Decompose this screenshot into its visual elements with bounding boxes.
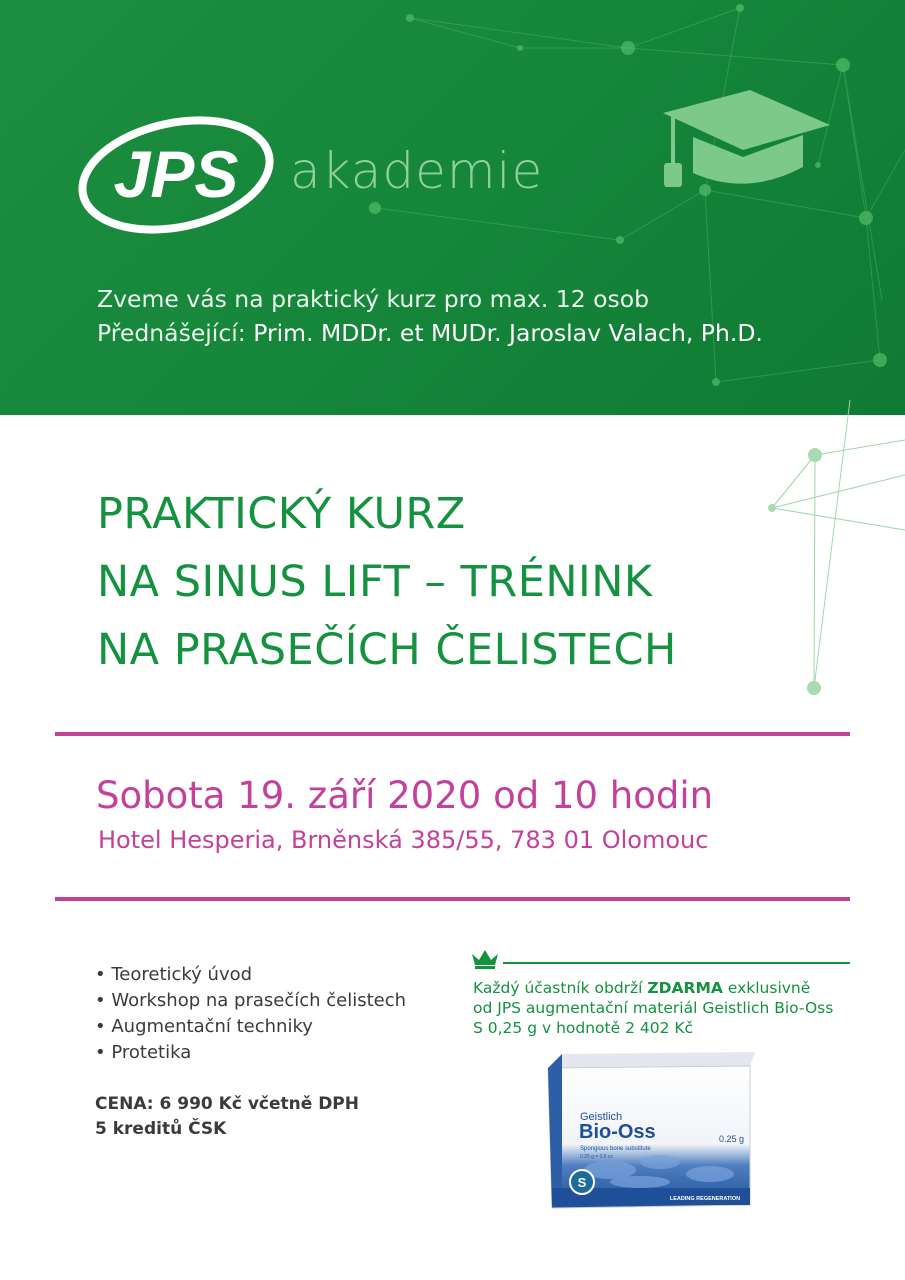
intro-line: Zveme vás na praktický kurz pro max. 12 osob [97,285,650,313]
graduation-cap-icon [655,85,835,195]
product-size-detail: 0.25 g = 0.5 cc [580,1154,613,1160]
product-subtitle: Spongious bone substitute [580,1146,651,1152]
lecturer-line [97,316,897,350]
price-info [95,1092,359,1142]
credits-line: 5 kreditů ČSK [95,1119,227,1139]
lecturer-label: Přednášející: [97,319,246,347]
header-banner [0,0,905,415]
lecturer-name: Prim. MDDr. et MUDr. Jaroslav Valach, Ph.D. [253,319,763,347]
promo-divider [503,962,850,964]
jps-logo [76,115,276,235]
product-maker: Geistlich [580,1111,623,1123]
event-venue: Hotel Hesperia, Brněnská 385/55, 783 01 Olomouc [98,826,709,854]
list-item: • Teoretický úvod [95,962,406,988]
promo-line-2: od JPS augmentační materiál Geistlich Bio-Oss [473,999,834,1017]
list-item: • Workshop na prasečích čelistech [95,988,406,1014]
price-line: CENA: 6 990 Kč včetně DPH [95,1094,359,1114]
topics-list [95,962,406,1066]
title-line-2: NA SINUS LIFT – TRÉNINK [97,557,653,607]
product-tagline: LEADING REGENERATION [669,1196,741,1202]
divider-top [55,732,850,736]
jps-logo-text: JPS [113,137,239,211]
list-item: • Protetika [95,1040,406,1066]
product-badge: S [577,1175,587,1190]
list-item: • Augmentační techniky [95,1014,406,1040]
brand-name: akademie [290,142,544,200]
promo-part-1: Každý účastník obdrží [473,979,643,997]
promo-part-2: exklusivně [727,979,811,997]
event-date: Sobota 19. září 2020 od 10 hodin [96,774,714,817]
title-line-3: NA PRASEČÍCH ČELISTECH [97,625,677,675]
promo-text [473,978,853,1038]
product-size: 0.25 g [718,1134,744,1144]
crown-icon [470,948,500,970]
promo-line-1 [473,978,853,998]
course-title [97,480,797,684]
product-box-image [540,1050,760,1210]
divider-bottom [55,897,850,901]
promo-line-3: S 0,25 g v hodnotě 2 402 Kč [473,1019,694,1037]
promo-highlight: ZDARMA [647,979,723,997]
product-name: Bio-Oss [579,1121,656,1143]
title-line-1: PRAKTICKÝ KURZ [97,489,466,539]
intro-text [97,282,897,350]
